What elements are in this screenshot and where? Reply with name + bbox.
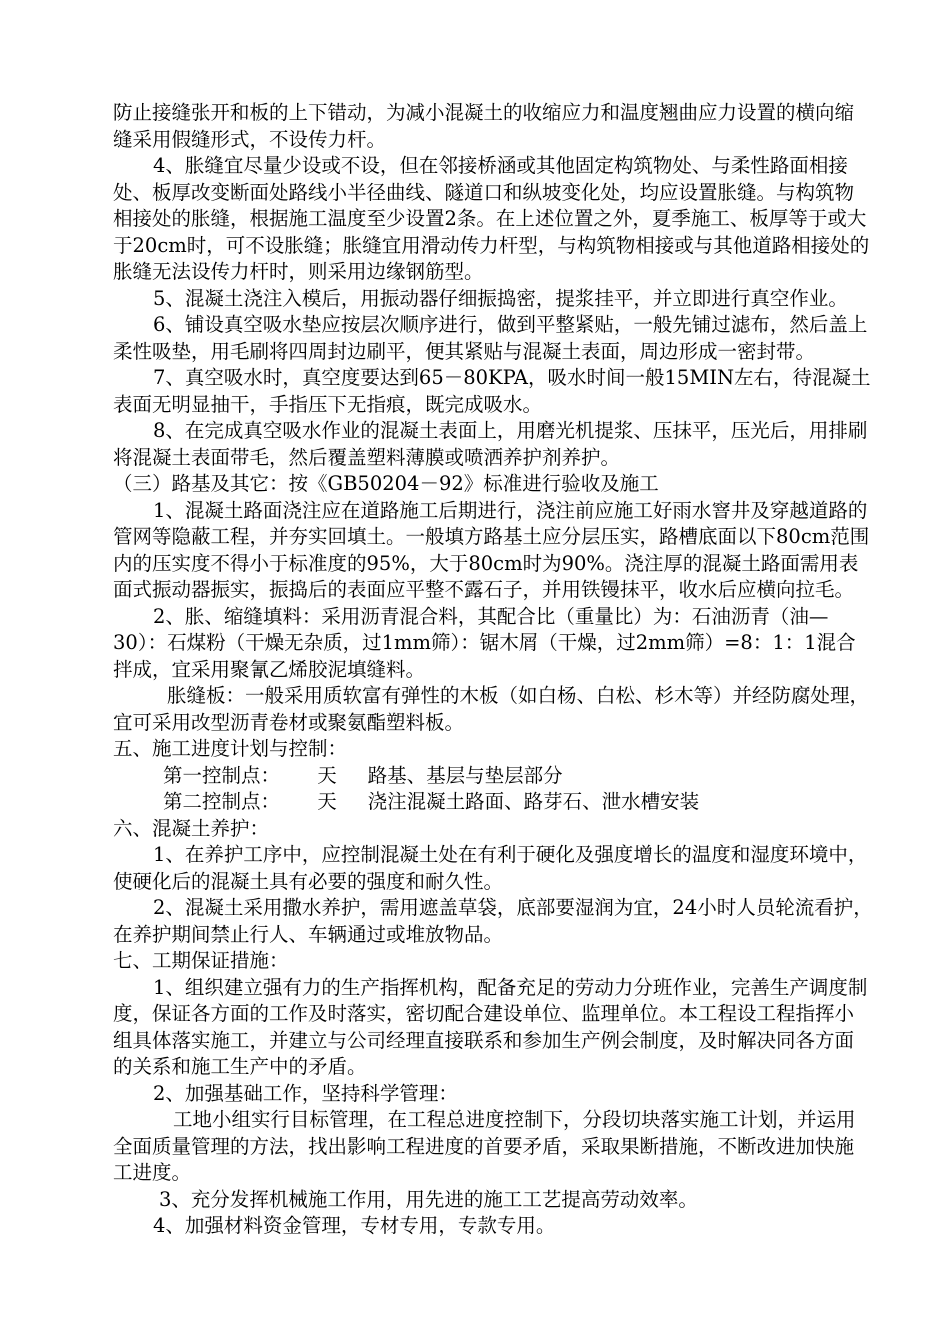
section-heading-schedule: 五、施工进度计划与控制： — [113, 737, 348, 760]
paragraph-guarantee-item-1: 1、组织建立强有力的生产指挥机构，配备充足的劳动力分班作业，完善生产调度制度，保证各方面的工作及时落实，密切配合建设单位、监理单位。本工程设工程指挥小组具体落实施工，并建立与公司经理直接联系和参加生产例会制度，及时解决同各方面的关系和施工生产中的矛盾。 — [113, 975, 868, 1078]
paragraph-guarantee-item-4: 4、加强材料资金管理，专材专用，专款专用。 — [153, 1214, 556, 1237]
paragraph-guarantee-item-2: 2、加强基础工作，坚持科学管理： — [153, 1081, 458, 1105]
paragraph-item-6-vacuum-pad: 6、铺设真空吸水垫应按层次顺序进行，做到平整紧贴，一般先铺过滤布，然后盖上柔性吸垫，用毛刷将四周封边刷平，便其紧贴与混凝土表面，周边形成一密封带。 — [113, 313, 868, 363]
paragraph-item-8-finishing: 8、在完成真空吸水作业的混凝土表面上，用磨光机提浆、压抹平，压光后，用排刷将混凝土表面带毛，然后覆盖塑料薄膜或喷洒养护剂养护。 — [113, 419, 868, 469]
paragraph-target-management: 工地小组实行目标管理，在工程总进度控制下，分段切块落实施工计划，并运用全面质量管理的方法，找出影响工程进度的首要矛盾，采取果断措施，不断改进加快施工进度。 — [113, 1108, 856, 1184]
section-heading-curing: 六、混凝土养护： — [113, 816, 270, 840]
schedule-control-point-2: 第二控制点： 天 浇注混凝土路面、路芽石、泄水槽安装 — [163, 790, 700, 813]
section-heading-subgrade: （三）路基及其它：按《GB50204－92》标准进行验收及施工 — [113, 472, 659, 495]
paragraph-item-5-vibration: 5、混凝土浇注入模后，用振动器仔细振捣密，提浆挂平，并立即进行真空作业。 — [153, 286, 848, 310]
paragraph-subgrade-item-1: 1、混凝土路面浇注应在道路施工后期进行，浇注前应施工好雨水窨井及穿越道路的管网等隐蔽工程，并夯实回填土。一般填方路基土应分层压实，路槽底面以下80cm范围内的压实度不得小于标准度的95%，大于80cm时为90%。浇注厚的混凝土路面需用表面式振动器振实，振捣后的表面应平整不露石子，并用铁镘抹平，收水后应横向拉毛。 — [113, 498, 870, 601]
paragraph-subgrade-item-2: 2、胀、缩缝填料：采用沥青混合料，其配合比（重量比）为：石油沥青（油—30）：石煤粉（干燥无杂质，过1mm筛）：锯木屑（干燥，过2mm筛）=8：1：1混合拌成，宜采用聚氰乙烯胶泥填缝料。 — [113, 604, 856, 681]
paragraph-guarantee-item-3: 3、充分发挥机械施工作用，用先进的施工工艺提高劳动效率。 — [159, 1187, 698, 1211]
schedule-control-point-1: 第一控制点： 天 路基、基层与垫层部分 — [163, 763, 563, 787]
document-body — [113, 100, 873, 1240]
paragraph-item-4-expansion-joints: 4、胀缝宜尽量少设或不设，但在邻接桥涵或其他固定构筑物处、与柔性路面相接处、板厚改变断面处路线小半径曲线、隧道口和纵坡变化处，均应设置胀缝。与构筑物相接处的胀缝，根据施工温度至少设置2条。在上述位置之外，夏季施工、板厚等于或大于20cm时，可不设胀缝；胀缝宜用滑动传力杆型，与构筑物相接或与其他道路相接处的胀缝无法设传力杆时，则采用边缘钢筋型。 — [113, 154, 870, 283]
paragraph-joint-dislocation: 防止接缝张开和板的上下错动，为减小混凝土的收缩应力和温度翘曲应力设置的横向缩缝采用假缝形式，不设传力杆。 — [113, 101, 855, 151]
paragraph-curing-item-1: 1、在养护工序中，应控制混凝土处在有利于硬化及强度增长的温度和湿度环境中，使硬化后的混凝土具有必要的强度和耐久性。 — [113, 843, 868, 893]
section-heading-schedule-guarantee: 七、工期保证措施： — [113, 949, 289, 972]
paragraph-expansion-board: 胀缝板：一般采用质软富有弹性的木板（如白杨、白松、杉木等）并经防腐处理，宜可采用改型沥青卷材或聚氨酯塑料板。 — [113, 684, 870, 734]
paragraph-item-7-vacuum-suction: 7、真空吸水时，真空度要达到65－80KPA，吸水时间一般15MIN左右，待混凝土表面无明显抽干，手指压下无指痕，既完成吸水。 — [113, 366, 871, 416]
paragraph-curing-item-2: 2、混凝土采用撒水养护，需用遮盖草袋，底部要湿润为宜，24小时人员轮流看护，在养护期间禁止行人、车辆通过或堆放物品。 — [113, 896, 873, 946]
